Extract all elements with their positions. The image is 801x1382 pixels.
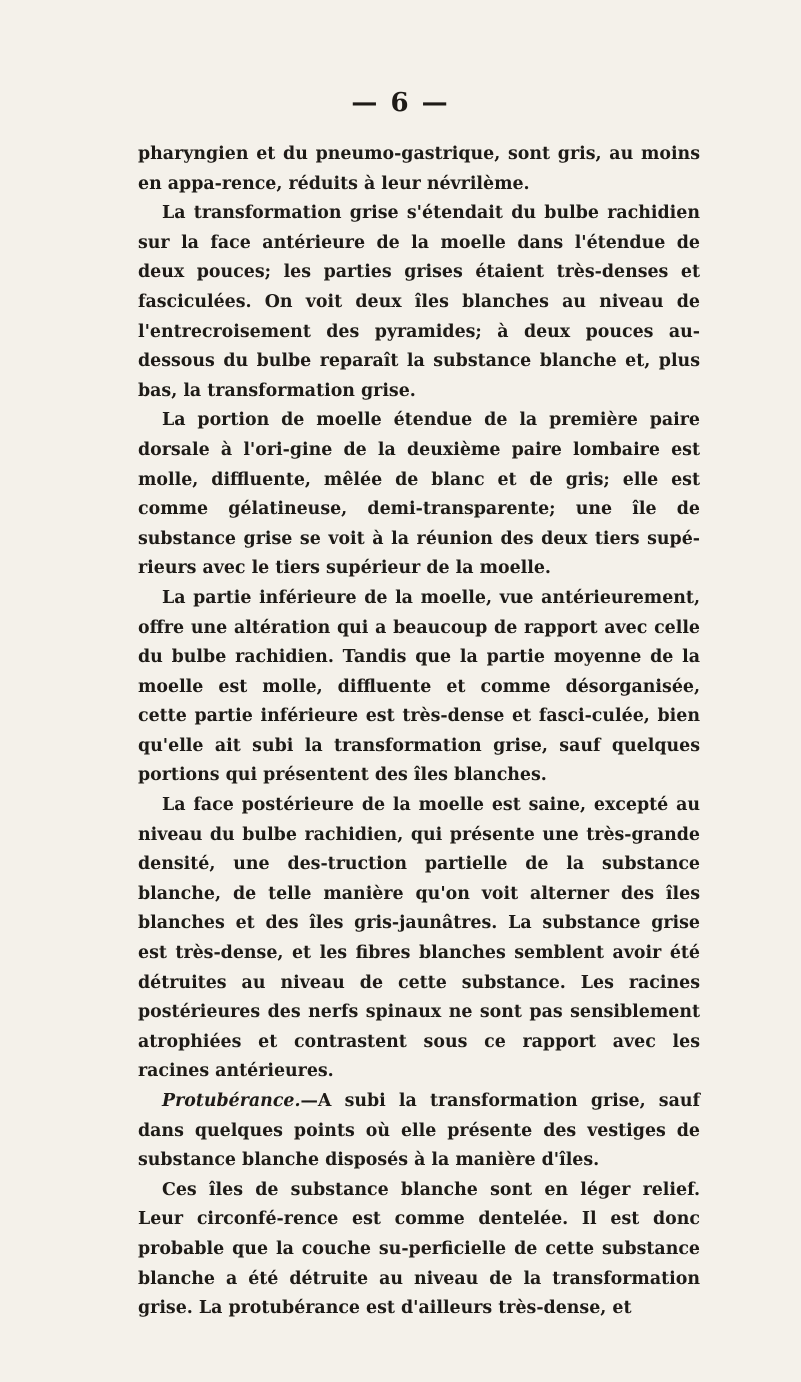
protuberance-label: Protubérance. [162,1091,301,1111]
paragraph-2: La transformation grise s'étendait du bulbe rachidien sur la face antérieure de la moelle dans l'étendue de deux pouces; les parties grises étaient très-denses et fasciculées. On voit deux îles blanches au niveau de l'entrecroisement des pyramides; à deux pouces au-dessous du bulbe reparaît la substance blanche et, plus bas, la transformation grise. [138,203,700,401]
paragraph-5: La face postérieure de la moelle est saine, excepté au niveau du bulbe rachidien, qui présente une très-grande densité, une des-truction partielle de la substance blanche, de telle manière qu'on voit alterner des îles blanches et des îles gris-jaunâtres. La substance grise est très-dense, et les fibres blanches semblent avoir été détruites au niveau de cette substance. Les racines postérieures des nerfs spinaux ne sont pas sensiblement atrophiées et contrastent sous ce rapport avec les racines antérieures. [138,795,700,1082]
body-text [138,140,700,1324]
paragraph-4: La partie inférieure de la moelle, vue antérieurement, offre une altération qui a beaucoup de rapport avec celle du bulbe rachidien. Tandis que la partie moyenne de la moelle est molle, diffluente et comme désorganisée, cette partie inférieure est très-dense et fasci-culée, bien qu'elle ait subi la transformation grise, sauf quelques portions qui présentent des îles blanches. [138,587,700,786]
paragraph-7: Ces îles de substance blanche sont en léger relief. Leur circonfé-rence est comme dentelée. Il est donc probable que la couche su-perficielle de cette substance blanche a été détruite au niveau de la transformation grise. La protubérance est d'ailleurs très-dense, et [138,1179,700,1319]
paragraph-3: La portion de moelle étendue de la première paire dorsale à l'ori-gine de la deuxième paire lombaire est molle, diffluente, mêlée de blanc et de gris; elle est comme gélatineuse, demi-transparente; une île de substance grise se voit à la réunion des deux tiers supé-rieurs avec le tiers supérieur de la moelle. [138,410,700,579]
page-number-header: — 6 — [351,88,450,118]
protuberance-text: —A subi la transformation grise, sauf dans quelques points où elle présente des vestiges de substance blanche disposés à la manière d'îles. [138,1091,700,1171]
paragraph-6 [138,1087,700,1176]
paragraph-1: pharyngien et du pneumo-gastrique, sont gris, au moins en appa-rence, réduits à leur névrilème. [138,144,700,194]
